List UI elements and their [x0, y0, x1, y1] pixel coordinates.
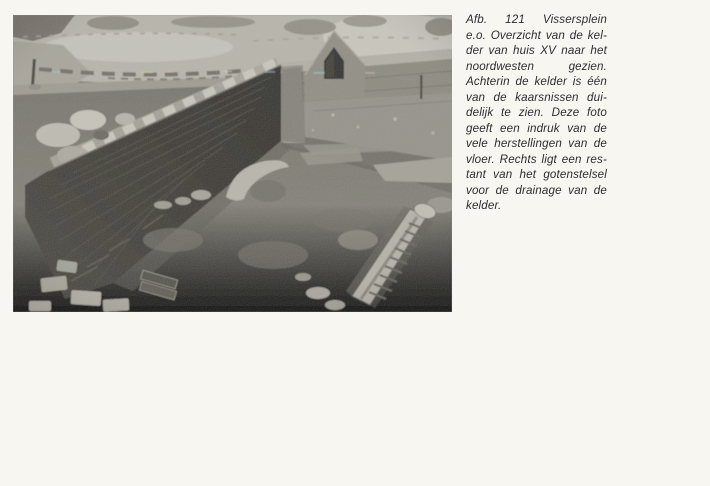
caption-line: noordwesten gezien.: [466, 59, 607, 73]
caption-line: e.o. Overzicht van de kel-: [466, 28, 607, 42]
caption-line: der van huis XV naar het: [466, 44, 607, 57]
figure-caption: [466, 12, 607, 214]
caption-line: delijk te zien. Deze foto: [466, 106, 607, 119]
caption-line: kelder.: [466, 199, 502, 212]
caption-line: Afb. 121 Vissersplein: [466, 13, 607, 26]
caption-line: voor de drainage van de: [466, 183, 607, 197]
caption-line: vloer. Rechts ligt een res-: [466, 152, 607, 166]
excavation-photo: [13, 15, 452, 312]
caption-line: tant van het gotenstelsel: [466, 168, 607, 181]
figure-photo: [13, 15, 452, 312]
caption-line: Achterin de kelder is één: [466, 75, 607, 88]
caption-line: vele herstellingen van de: [466, 137, 607, 150]
caption-line: van de kaarsnissen dui-: [466, 90, 607, 104]
caption-line: geeft een indruk van de: [466, 121, 607, 135]
